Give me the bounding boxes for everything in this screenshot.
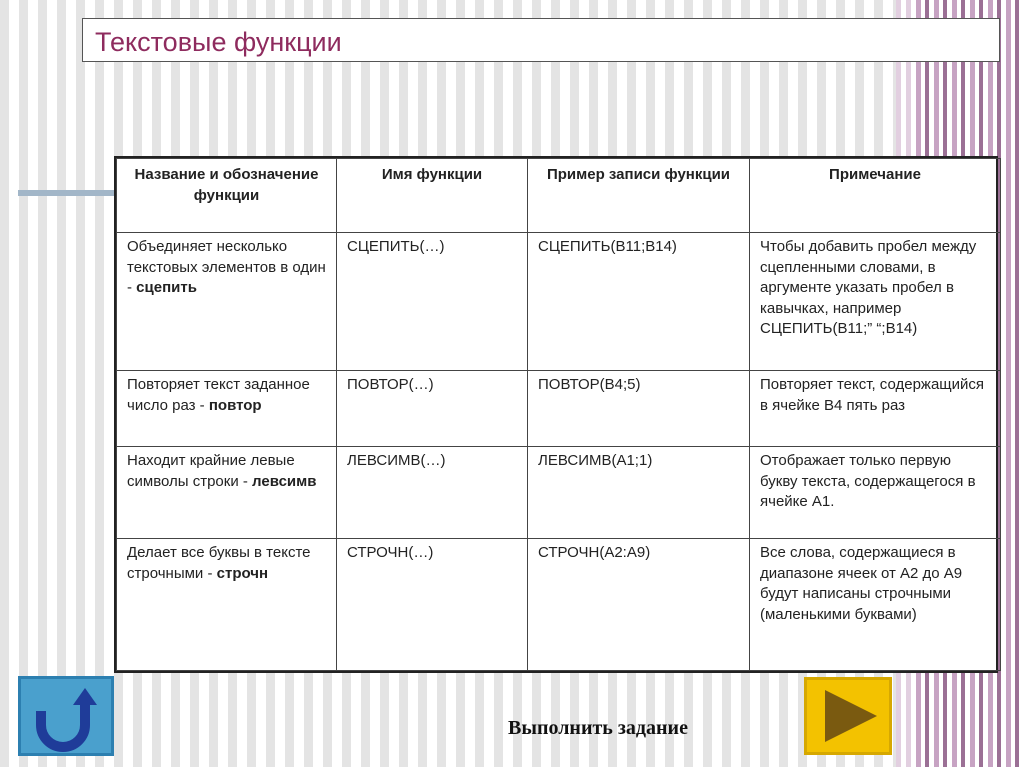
table-row	[117, 233, 1001, 371]
functions-table	[114, 156, 998, 673]
function-short-name: повтор	[208, 396, 262, 414]
u-turn-arrow-icon	[21, 679, 111, 753]
description-text: Объединяет несколько текстовых элементов в один -	[127, 238, 326, 296]
header-cell: Название и обозначение функции	[117, 159, 337, 233]
example-cell: СЦЕПИТЬ(В11;В14)	[528, 233, 750, 371]
header-cell: Примечание	[750, 159, 1001, 233]
note-cell: Все слова, содержащиеся в диапазоне ячеек от А2 до А9 будут написаны строчными (маленькими буквами)	[750, 539, 1001, 671]
description-cell	[117, 233, 337, 371]
function-short-name: сцепить	[136, 279, 197, 296]
function-short-name: строчн	[216, 564, 269, 582]
function-name-cell: СТРОЧН(…)	[337, 539, 528, 671]
header-cell: Пример записи функции	[528, 159, 750, 233]
example-cell: СТРОЧН(А2:А9)	[528, 539, 750, 671]
example-cell: ПОВТОР(В4;5)	[528, 371, 750, 447]
description-text: Делает все буквы в тексте строчными -	[127, 544, 311, 582]
title-box	[82, 18, 1000, 62]
function-name-cell: СЦЕПИТЬ(…)	[337, 233, 528, 371]
function-name-cell: ЛЕВСИМВ(…)	[337, 447, 528, 539]
slide-title: Текстовые функции	[95, 27, 342, 57]
play-triangle-icon	[807, 680, 889, 752]
example-cell: ЛЕВСИМВ(А1;1)	[528, 447, 750, 539]
description-text: Находит крайние левые символы строки -	[127, 452, 295, 490]
table-header-row	[117, 159, 1001, 233]
note-cell: Отображает только первую букву текста, содержащегося в ячейке А1.	[750, 447, 1001, 539]
function-short-name: левсимв	[252, 472, 317, 490]
table-row	[117, 447, 1001, 539]
task-link[interactable]: Выполнить задание	[508, 717, 688, 739]
back-button[interactable]	[18, 676, 114, 756]
description-cell	[117, 371, 337, 447]
description-cell	[117, 447, 337, 539]
description-text: Повторяет текст заданное число раз -	[127, 376, 310, 414]
next-button[interactable]	[804, 677, 892, 755]
function-name-cell: ПОВТОР(…)	[337, 371, 528, 447]
table-row	[117, 371, 1001, 447]
header-cell: Имя функции	[337, 159, 528, 233]
note-cell: Чтобы добавить пробел между сцепленными словами, в аргументе указать пробел в кавычках, например СЦЕПИТЬ(В11;” “;В14)	[750, 233, 1001, 371]
description-cell	[117, 539, 337, 671]
note-cell: Повторяет текст, содержащийся в ячейке В4 пять раз	[750, 371, 1001, 447]
table-row	[117, 539, 1001, 671]
